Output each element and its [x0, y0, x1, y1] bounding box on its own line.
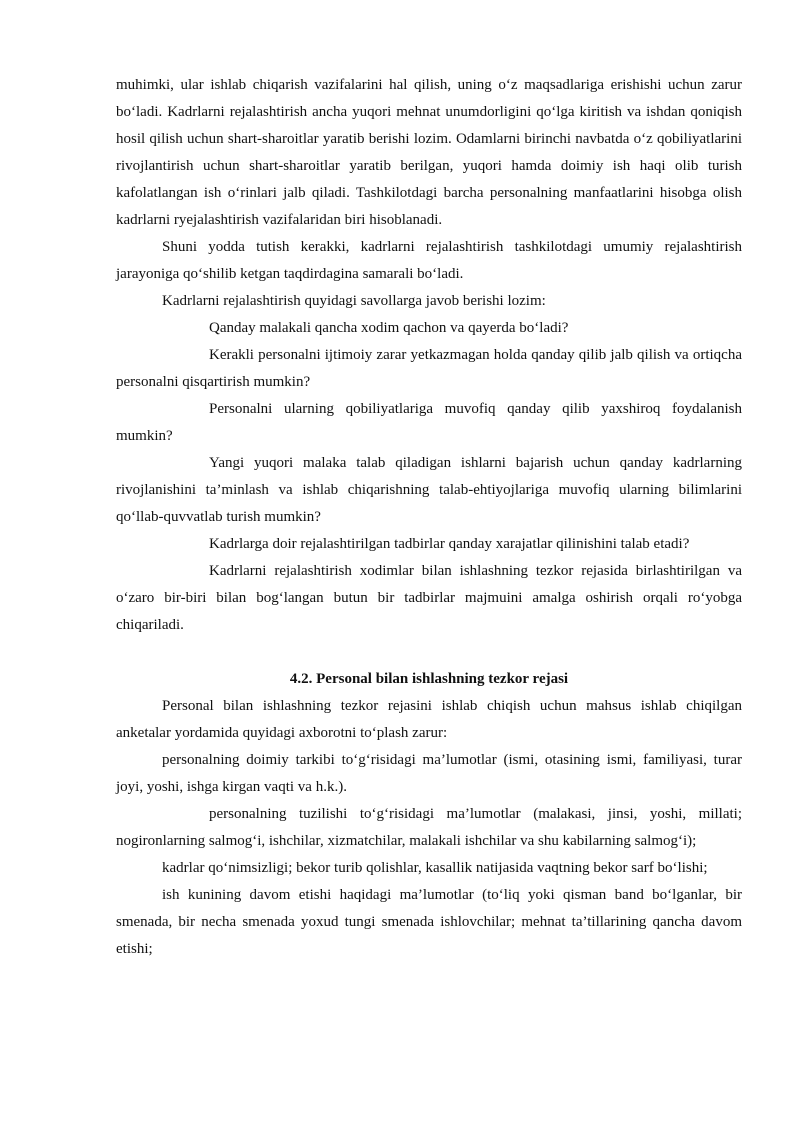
question-item: Kerakli personalni ijtimoiy zarar yetkazmagan holda qanday qilib jalb qilish va ortiqcha personalni qisqartirish mumkin? [116, 347, 742, 390]
question-item: Qanday malakali qancha xodim qachon va qayerda bo‘ladi? [209, 320, 569, 336]
paragraph: Kadrlarni rejalashtirish xodimlar bilan ishlashning tezkor rejasida birlashtirilgan va o‘zaro bir-biri bilan bog‘langan butun bir tadbirlar majmuini amalga oshirish orqali ro‘yobga chiqariladi. [116, 563, 742, 633]
paragraph: Kadrlarni rejalashtirish quyidagi savollarga javob berishi lozim: [162, 293, 546, 309]
question-item: Yangi yuqori malaka talab qiladigan ishlarni bajarish uchun qanday kadrlarning rivojlanishini ta’minlash va ishlab chiqarishning talab-ehtiyojlariga muvofiq ularning bilimlarini qo‘llab-quvvatlab turish mumkin? [116, 455, 742, 525]
list-item: personalning tuzilishi to‘g‘risidagi ma’lumotlar (malakasi, jinsi, yoshi, millati; nogironlarning salmog‘i, ishchilar, xizmatchilar, malakali ishchilar va shu kabilarning salmog‘i); [116, 806, 742, 849]
list-item: ish kunining davom etishi haqidagi ma’lumotlar (to‘liq yoki qisman band bo‘lganlar, bir smenada, bir necha smenada yoxud tungi smenada ishlovchilar; mehnat ta’tillarining qancha davom etishi; [116, 887, 742, 957]
paragraph: muhimki, ular ishlab chiqarish vazifalarini hal qilish, uning o‘z maqsadlariga erishishi uchun zarur bo‘ladi. Kadrlarni rejalashtirish ancha yuqori mehnat unumdorligini qo‘lga kiritish va ishdan qoniqish hosil qilish uchun shart-sharoitlar yaratib berishi lozim. Odamlarni birinchi navbatda o‘z qobiliyatlarini rivojlantirish uchun shart-sharoitlar yaratib berilgan, yuqori hamda doimiy ish haqi olib turish kafolatlangan ish o‘rinlari jalb qiladi. Tashkilotdagi barcha personalning manfaatlarini hisobga olish kadrlarni ryejalashtirish vazifalaridan biri hisoblanadi. [116, 77, 742, 228]
question-item: Personalni ularning qobiliyatlariga muvofiq qanday qilib yaxshiroq foydalanish mumkin? [116, 401, 742, 444]
list-item: kadrlar qo‘nimsizligi; bekor turib qolishlar, kasallik natijasida vaqtning bekor sarf bo‘lishi; [162, 860, 708, 876]
section-heading: 4.2. Personal bilan ishlashning tezkor rejasi [289, 671, 569, 687]
paragraph: Shuni yodda tutish kerakki, kadrlarni rejalashtirish tashkilotdagi umumiy rejalashtirish jarayoniga qo‘shilib ketgan taqdirdagina samarali bo‘ladi. [116, 239, 742, 282]
question-item: Kadrlarga doir rejalashtirilgan tadbirlar qanday xarajatlar qilinishini talab etadi? [209, 536, 690, 552]
list-item: personalning doimiy tarkibi to‘g‘risidagi ma’lumotlar (ismi, otasining ismi, familiyasi, turar joyi, yoshi, ishga kirgan vaqti va h.k.). [116, 752, 742, 795]
document-body [116, 72, 742, 963]
paragraph: Personal bilan ishlashning tezkor rejasini ishlab chiqish uchun mahsus ishlab chiqilgan anketalar yordamida quyidagi axborotni to‘plash zarur: [116, 698, 742, 741]
